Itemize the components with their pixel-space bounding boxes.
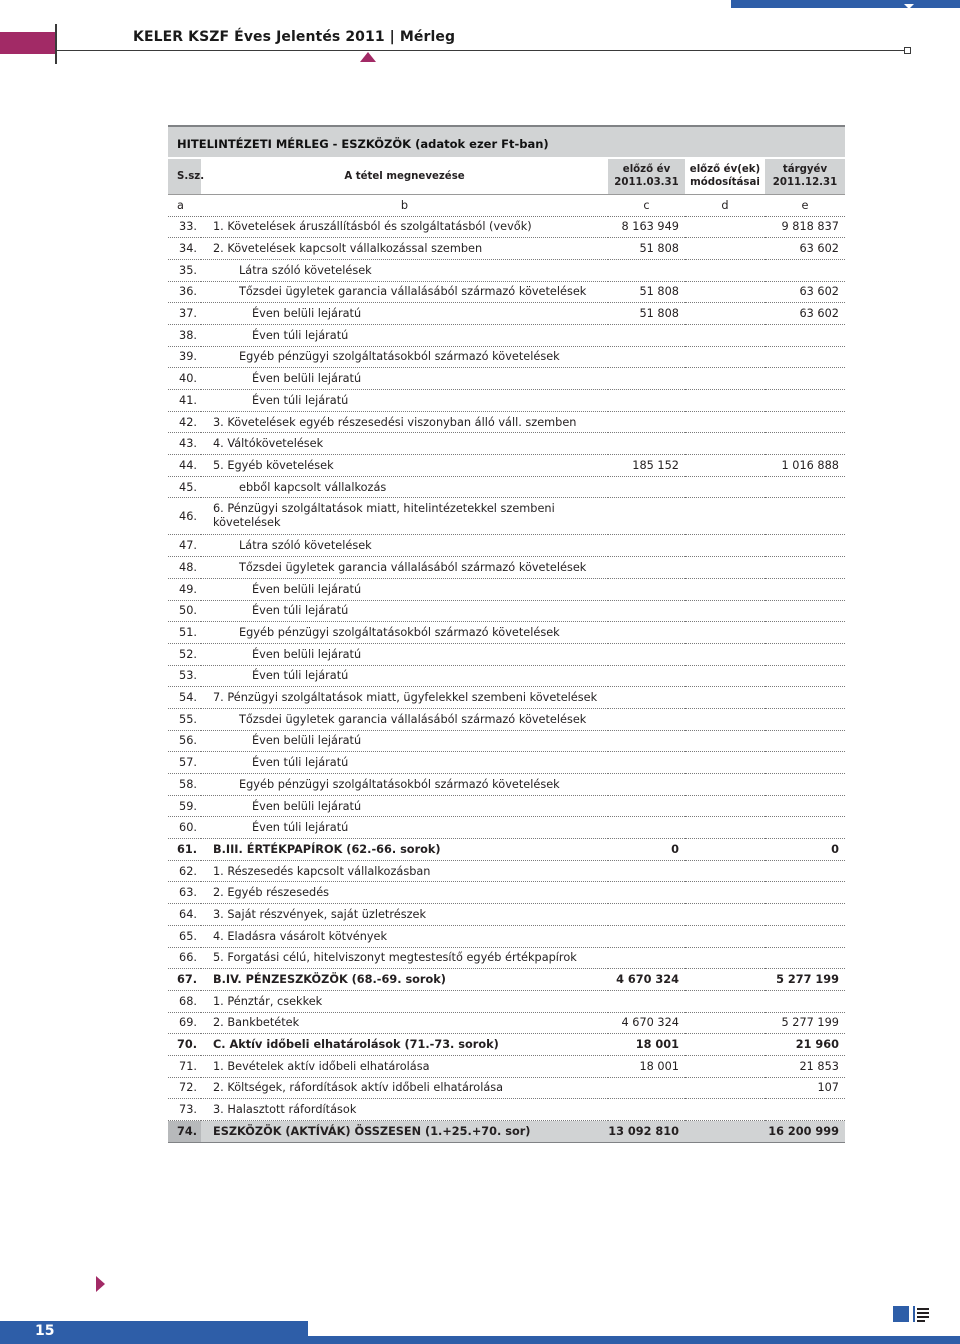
table-row — [168, 346, 845, 368]
row-value-modifications — [685, 411, 765, 433]
row-value-modifications — [685, 476, 765, 498]
row-label: Látra szóló követelések — [201, 259, 608, 281]
table-row — [168, 622, 845, 644]
row-value-current-year — [765, 411, 845, 433]
row-label: Éven túli lejáratú — [201, 600, 608, 622]
row-value-current-year — [765, 557, 845, 579]
table-row — [168, 925, 845, 947]
row-value-prev-year — [608, 476, 685, 498]
table-row — [168, 433, 845, 455]
row-value-modifications — [685, 1055, 765, 1077]
row-value-prev-year: 13 092 810 — [608, 1121, 685, 1143]
row-number: 52. — [168, 643, 201, 665]
row-value-modifications — [685, 600, 765, 622]
row-value-current-year: 1 016 888 — [765, 455, 845, 477]
row-label: B.III. ÉRTÉKPAPÍROK (62.-66. sorok) — [201, 839, 608, 861]
row-value-current-year — [765, 324, 845, 346]
row-number: 53. — [168, 665, 201, 687]
table-row — [168, 238, 845, 260]
row-value-current-year — [765, 730, 845, 752]
row-label: 3. Saját részvények, saját üzletrészek — [201, 904, 608, 926]
row-value-prev-year — [608, 1077, 685, 1099]
col-header-current-year-line2: 2011.12.31 — [772, 177, 838, 189]
row-label: 3. Halasztott ráfordítások — [201, 1099, 608, 1121]
row-value-current-year — [765, 259, 845, 281]
row-value-modifications — [685, 990, 765, 1012]
row-value-modifications — [685, 324, 765, 346]
row-value-modifications — [685, 346, 765, 368]
row-value-prev-year — [608, 925, 685, 947]
row-label: C. Aktív időbeli elhatárolások (71.-73. sorok) — [201, 1034, 608, 1056]
row-value-current-year: 21 960 — [765, 1034, 845, 1056]
col-letter: b — [201, 194, 608, 216]
row-label: Egyéb pénzügyi szolgáltatásokból származó követelések — [201, 774, 608, 796]
row-value-modifications — [685, 947, 765, 969]
row-value-current-year — [765, 578, 845, 600]
table-row — [168, 1099, 845, 1121]
row-number: 56. — [168, 730, 201, 752]
row-value-modifications — [685, 643, 765, 665]
row-label: 4. Eladásra vásárolt kötvények — [201, 925, 608, 947]
row-value-current-year: 0 — [765, 839, 845, 861]
row-label: 3. Követelések egyéb részesedési viszonyban álló váll. szemben — [201, 411, 608, 433]
table-row — [168, 904, 845, 926]
row-label: Tőzsdei ügyletek garancia vállalásából származó követelések — [201, 708, 608, 730]
row-number: 64. — [168, 904, 201, 926]
row-value-modifications — [685, 622, 765, 644]
row-label: 6. Pénzügyi szolgáltatások miatt, hitelintézetekkel szembeni követelések — [201, 498, 608, 535]
row-value-prev-year — [608, 817, 685, 839]
row-label: 4. Váltókövetelések — [201, 433, 608, 455]
row-value-modifications — [685, 839, 765, 861]
row-value-current-year — [765, 904, 845, 926]
header-triangle-icon — [360, 52, 376, 62]
table-row — [168, 1077, 845, 1099]
row-value-modifications — [685, 1012, 765, 1034]
table-row — [168, 259, 845, 281]
row-value-modifications — [685, 238, 765, 260]
keler-logo-icon — [893, 1306, 933, 1322]
col-header-modifications-line2: módosításai — [690, 177, 760, 189]
row-value-prev-year: 51 808 — [608, 238, 685, 260]
row-value-modifications — [685, 817, 765, 839]
row-value-modifications — [685, 368, 765, 390]
row-label: Egyéb pénzügyi szolgáltatásokból származó követelések — [201, 622, 608, 644]
play-arrow-icon — [96, 1276, 105, 1292]
row-value-prev-year: 185 152 — [608, 455, 685, 477]
row-value-current-year: 107 — [765, 1077, 845, 1099]
row-number: 72. — [168, 1077, 201, 1099]
row-value-current-year: 21 853 — [765, 1055, 845, 1077]
row-value-current-year — [765, 774, 845, 796]
row-value-current-year — [765, 947, 845, 969]
row-value-prev-year — [608, 752, 685, 774]
row-value-current-year — [765, 1099, 845, 1121]
row-value-current-year: 9 818 837 — [765, 216, 845, 238]
column-letter-row — [168, 194, 845, 216]
row-label: 1. Követelések áruszállításból és szolgáltatásból (vevők) — [201, 216, 608, 238]
row-number: 68. — [168, 990, 201, 1012]
row-value-modifications — [685, 557, 765, 579]
row-value-modifications — [685, 860, 765, 882]
left-color-tab — [0, 32, 55, 54]
row-value-prev-year — [608, 708, 685, 730]
row-value-prev-year — [608, 498, 685, 535]
row-number: 73. — [168, 1099, 201, 1121]
row-number: 60. — [168, 817, 201, 839]
col-header-name: A tétel megnevezése — [201, 158, 608, 194]
col-header-modifications — [685, 158, 765, 194]
row-number: 40. — [168, 368, 201, 390]
row-label: B.IV. PÉNZESZKÖZÖK (68.-69. sorok) — [201, 969, 608, 991]
table-row — [168, 476, 845, 498]
row-value-prev-year — [608, 990, 685, 1012]
row-label: 5. Egyéb követelések — [201, 455, 608, 477]
row-value-current-year: 5 277 199 — [765, 969, 845, 991]
row-value-current-year — [765, 817, 845, 839]
table-row — [168, 324, 845, 346]
row-value-modifications — [685, 969, 765, 991]
table-row — [168, 1034, 845, 1056]
table-row — [168, 990, 845, 1012]
row-value-prev-year — [608, 557, 685, 579]
row-label: 2. Követelések kapcsolt vállalkozással szemben — [201, 238, 608, 260]
row-label: Látra szóló követelések — [201, 535, 608, 557]
top-accent-bar — [731, 0, 960, 8]
row-value-current-year — [765, 498, 845, 535]
row-number: 48. — [168, 557, 201, 579]
table-row — [168, 839, 845, 861]
row-value-prev-year — [608, 600, 685, 622]
table-row — [168, 947, 845, 969]
header-divider — [55, 24, 57, 64]
row-value-modifications — [685, 433, 765, 455]
row-number: 49. — [168, 578, 201, 600]
row-label: 1. Pénztár, csekkek — [201, 990, 608, 1012]
row-value-prev-year — [608, 860, 685, 882]
row-number: 43. — [168, 433, 201, 455]
table-row — [168, 368, 845, 390]
row-number: 62. — [168, 860, 201, 882]
row-value-current-year — [765, 708, 845, 730]
table-row — [168, 643, 845, 665]
row-label: Éven belüli lejáratú — [201, 368, 608, 390]
table-row — [168, 708, 845, 730]
row-label: Éven belüli lejáratú — [201, 578, 608, 600]
row-value-current-year — [765, 925, 845, 947]
row-label: 2. Egyéb részesedés — [201, 882, 608, 904]
col-header-prev-year-line1: előző év — [622, 164, 671, 176]
row-number: 74. — [168, 1121, 201, 1143]
row-label: 7. Pénzügyi szolgáltatások miatt, ügyfelekkel szembeni követelések — [201, 687, 608, 709]
row-value-current-year: 63 602 — [765, 281, 845, 303]
col-header-current-year-line1: tárgyév — [782, 164, 828, 176]
row-value-current-year — [765, 390, 845, 412]
row-value-modifications — [685, 665, 765, 687]
table-row — [168, 817, 845, 839]
row-value-modifications — [685, 925, 765, 947]
row-number: 46. — [168, 498, 201, 535]
row-value-current-year — [765, 643, 845, 665]
row-value-current-year — [765, 346, 845, 368]
col-header-modifications-line1: előző év(ek) — [689, 164, 761, 176]
row-value-prev-year: 51 808 — [608, 303, 685, 325]
table-row — [168, 665, 845, 687]
balance-sheet-table — [168, 125, 845, 1143]
row-number: 44. — [168, 455, 201, 477]
row-value-prev-year: 51 808 — [608, 281, 685, 303]
table-row — [168, 216, 845, 238]
row-value-current-year — [765, 990, 845, 1012]
table-row — [168, 882, 845, 904]
table-row — [168, 600, 845, 622]
top-bar-notch — [904, 4, 914, 9]
col-header-prev-year-line2: 2011.03.31 — [614, 177, 679, 189]
row-value-modifications — [685, 730, 765, 752]
row-value-modifications — [685, 281, 765, 303]
table-row — [168, 752, 845, 774]
row-value-prev-year — [608, 882, 685, 904]
table-row — [168, 1121, 845, 1143]
row-value-current-year — [765, 600, 845, 622]
row-number: 58. — [168, 774, 201, 796]
table-row — [168, 860, 845, 882]
table-row — [168, 455, 845, 477]
col-header-prev-year — [608, 158, 685, 194]
row-value-current-year: 63 602 — [765, 303, 845, 325]
row-label: Egyéb pénzügyi szolgáltatásokból származó követelések — [201, 346, 608, 368]
row-number: 69. — [168, 1012, 201, 1034]
row-number: 45. — [168, 476, 201, 498]
row-value-prev-year — [608, 774, 685, 796]
table-row — [168, 303, 845, 325]
row-value-modifications — [685, 708, 765, 730]
row-value-current-year — [765, 860, 845, 882]
col-letter: a — [168, 194, 201, 216]
row-number: 66. — [168, 947, 201, 969]
row-number: 34. — [168, 238, 201, 260]
row-value-current-year: 16 200 999 — [765, 1121, 845, 1143]
table-row — [168, 557, 845, 579]
row-value-prev-year — [608, 578, 685, 600]
table-title: HITELINTÉZETI MÉRLEG - ESZKÖZÖK (adatok ezer Ft-ban) — [168, 125, 845, 157]
col-letter: d — [685, 194, 765, 216]
row-value-modifications — [685, 687, 765, 709]
row-number: 67. — [168, 969, 201, 991]
row-value-current-year — [765, 882, 845, 904]
row-label: ebből kapcsolt vállalkozás — [201, 476, 608, 498]
row-number: 42. — [168, 411, 201, 433]
row-value-modifications — [685, 303, 765, 325]
row-value-prev-year — [608, 433, 685, 455]
column-header-row — [168, 158, 845, 194]
row-label: Éven belüli lejáratú — [201, 303, 608, 325]
row-value-current-year — [765, 665, 845, 687]
row-value-prev-year: 0 — [608, 839, 685, 861]
table-row — [168, 730, 845, 752]
row-value-modifications — [685, 535, 765, 557]
row-value-prev-year — [608, 643, 685, 665]
row-value-prev-year — [608, 665, 685, 687]
row-value-modifications — [685, 259, 765, 281]
row-value-current-year — [765, 752, 845, 774]
table-row — [168, 535, 845, 557]
row-value-prev-year — [608, 346, 685, 368]
row-label: ESZKÖZÖK (AKTÍVÁK) ÖSSZESEN (1.+25.+70. sor) — [201, 1121, 608, 1143]
row-label: Éven belüli lejáratú — [201, 795, 608, 817]
row-label: Éven túli lejáratú — [201, 324, 608, 346]
row-value-current-year: 5 277 199 — [765, 1012, 845, 1034]
row-label: 1. Részesedés kapcsolt vállalkozásban — [201, 860, 608, 882]
row-value-prev-year — [608, 259, 685, 281]
table-row — [168, 578, 845, 600]
row-value-modifications — [685, 752, 765, 774]
col-letter: c — [608, 194, 685, 216]
row-value-prev-year — [608, 390, 685, 412]
table-row — [168, 1012, 845, 1034]
header-rule-end-marker — [904, 47, 911, 54]
row-value-modifications — [685, 1121, 765, 1143]
row-label: Éven túli lejáratú — [201, 665, 608, 687]
row-number: 41. — [168, 390, 201, 412]
table-row — [168, 795, 845, 817]
row-value-prev-year: 4 670 324 — [608, 969, 685, 991]
table-row — [168, 1055, 845, 1077]
row-value-prev-year — [608, 622, 685, 644]
row-label: 5. Forgatási célú, hitelviszonyt megtestesítő egyéb értékpapírok — [201, 947, 608, 969]
row-number: 50. — [168, 600, 201, 622]
row-number: 37. — [168, 303, 201, 325]
page-number: 15 — [35, 1323, 55, 1339]
row-value-prev-year — [608, 687, 685, 709]
row-value-modifications — [685, 774, 765, 796]
table-row — [168, 411, 845, 433]
table-row — [168, 687, 845, 709]
row-number: 39. — [168, 346, 201, 368]
row-label: 2. Költségek, ráfordítások aktív időbeli elhatárolása — [201, 1077, 608, 1099]
col-header-ssz: S.sz. — [168, 158, 201, 194]
row-number: 63. — [168, 882, 201, 904]
row-label: Éven belüli lejáratú — [201, 730, 608, 752]
row-label: Tőzsdei ügyletek garancia vállalásából származó követelések — [201, 281, 608, 303]
row-value-modifications — [685, 795, 765, 817]
row-value-modifications — [685, 882, 765, 904]
row-value-current-year — [765, 476, 845, 498]
row-label: Éven túli lejáratú — [201, 752, 608, 774]
row-label: 2. Bankbetétek — [201, 1012, 608, 1034]
row-number: 55. — [168, 708, 201, 730]
row-number: 51. — [168, 622, 201, 644]
table-row — [168, 498, 845, 535]
row-value-current-year — [765, 687, 845, 709]
row-label: Éven túli lejáratú — [201, 817, 608, 839]
row-value-prev-year — [608, 368, 685, 390]
row-value-modifications — [685, 1099, 765, 1121]
row-value-prev-year — [608, 1099, 685, 1121]
row-number: 70. — [168, 1034, 201, 1056]
row-value-modifications — [685, 390, 765, 412]
row-value-current-year — [765, 622, 845, 644]
row-label: Tőzsdei ügyletek garancia vállalásából származó követelések — [201, 557, 608, 579]
row-value-modifications — [685, 904, 765, 926]
row-value-modifications — [685, 578, 765, 600]
row-value-prev-year: 4 670 324 — [608, 1012, 685, 1034]
row-number: 65. — [168, 925, 201, 947]
row-value-current-year — [765, 795, 845, 817]
header-rule — [57, 50, 905, 51]
row-value-modifications — [685, 498, 765, 535]
row-value-current-year — [765, 433, 845, 455]
row-number: 71. — [168, 1055, 201, 1077]
row-value-prev-year: 8 163 949 — [608, 216, 685, 238]
row-value-current-year — [765, 535, 845, 557]
row-label: Éven túli lejáratú — [201, 390, 608, 412]
row-value-modifications — [685, 1034, 765, 1056]
row-label: Éven belüli lejáratú — [201, 643, 608, 665]
row-value-prev-year — [608, 730, 685, 752]
row-number: 47. — [168, 535, 201, 557]
row-label: 1. Bevételek aktív időbeli elhatárolása — [201, 1055, 608, 1077]
row-value-modifications — [685, 216, 765, 238]
row-value-prev-year — [608, 411, 685, 433]
row-value-modifications — [685, 1077, 765, 1099]
row-number: 59. — [168, 795, 201, 817]
table-row — [168, 281, 845, 303]
footer-line — [0, 1336, 960, 1344]
table-row — [168, 774, 845, 796]
table-row — [168, 390, 845, 412]
row-number: 54. — [168, 687, 201, 709]
row-value-prev-year: 18 001 — [608, 1034, 685, 1056]
row-number: 35. — [168, 259, 201, 281]
row-value-current-year: 63 602 — [765, 238, 845, 260]
row-number: 61. — [168, 839, 201, 861]
col-header-current-year — [765, 158, 845, 194]
row-number: 38. — [168, 324, 201, 346]
row-number: 57. — [168, 752, 201, 774]
table-row — [168, 969, 845, 991]
row-value-prev-year: 18 001 — [608, 1055, 685, 1077]
row-value-prev-year — [608, 535, 685, 557]
row-value-current-year — [765, 368, 845, 390]
row-value-prev-year — [608, 795, 685, 817]
document-title: KELER KSZF Éves Jelentés 2011 | Mérleg — [133, 29, 456, 45]
row-number: 36. — [168, 281, 201, 303]
row-value-prev-year — [608, 324, 685, 346]
col-letter: e — [765, 194, 845, 216]
row-value-prev-year — [608, 904, 685, 926]
row-number: 33. — [168, 216, 201, 238]
row-value-prev-year — [608, 947, 685, 969]
row-value-modifications — [685, 455, 765, 477]
